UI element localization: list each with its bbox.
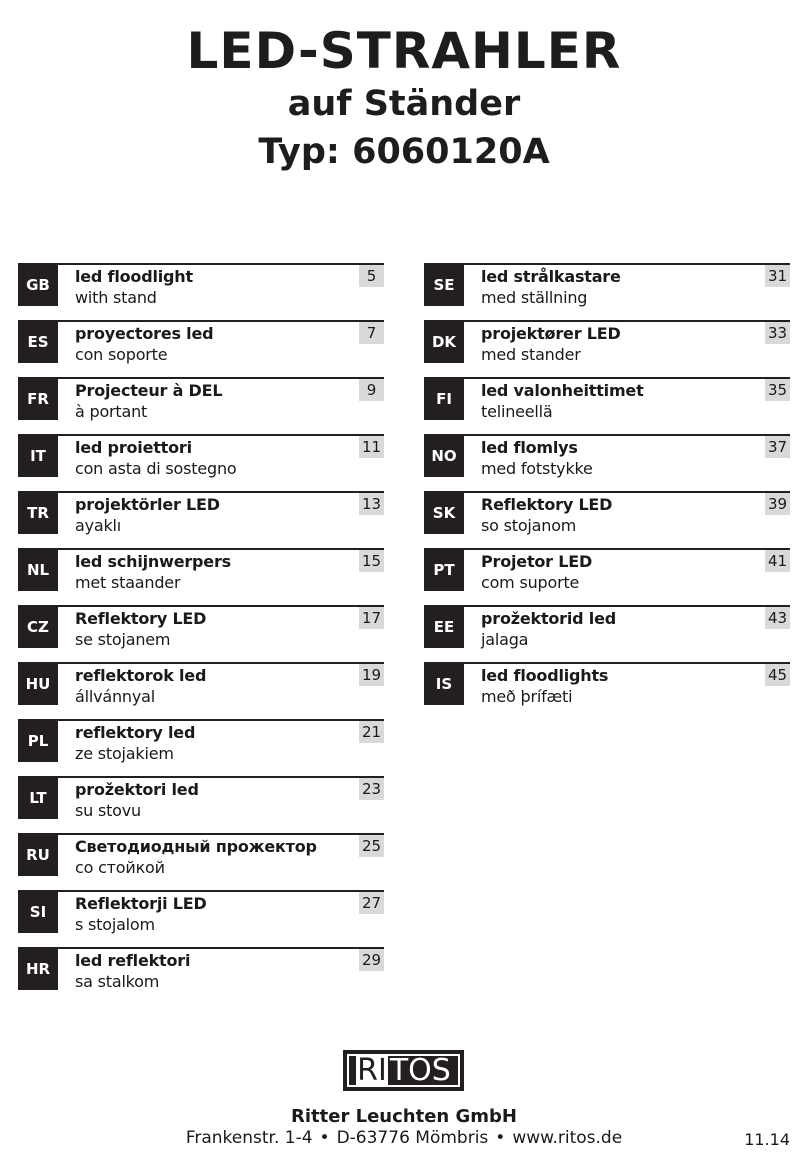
page-number: 7 bbox=[359, 322, 384, 344]
entry-divider bbox=[58, 320, 384, 322]
language-entry[interactable] bbox=[18, 320, 384, 363]
product-subtitle: con asta di sostegno bbox=[75, 459, 237, 478]
page-number: 33 bbox=[765, 322, 790, 344]
language-entry[interactable] bbox=[18, 833, 384, 876]
language-code-badge: PT bbox=[424, 548, 464, 591]
language-code-badge: IS bbox=[424, 662, 464, 705]
product-name: led floodlights bbox=[481, 666, 609, 685]
product-name: led reflektori bbox=[75, 951, 191, 970]
language-entry[interactable] bbox=[18, 890, 384, 933]
entry-divider bbox=[464, 491, 790, 493]
ritos-logo bbox=[343, 1050, 464, 1091]
entry-divider bbox=[464, 605, 790, 607]
language-code-badge: RU bbox=[18, 833, 58, 876]
language-entry[interactable] bbox=[424, 320, 790, 363]
product-name: led flomlys bbox=[481, 438, 578, 457]
language-code-badge: FI bbox=[424, 377, 464, 420]
page-number: 5 bbox=[359, 265, 384, 287]
address-street: Frankenstr. 1-4 bbox=[185, 1128, 313, 1148]
product-subtitle: med fotstykke bbox=[481, 459, 593, 478]
language-entry[interactable] bbox=[18, 662, 384, 705]
product-subtitle: állvánnyal bbox=[75, 687, 155, 706]
company-address bbox=[0, 1128, 808, 1148]
language-code-badge: SE bbox=[424, 263, 464, 306]
entry-divider bbox=[464, 662, 790, 664]
entry-divider bbox=[58, 548, 384, 550]
product-subtitle: telineellä bbox=[481, 402, 553, 421]
language-code-badge: FR bbox=[18, 377, 58, 420]
page-number: 29 bbox=[359, 949, 384, 971]
company-name: Ritter Leuchten GmbH bbox=[291, 1106, 517, 1127]
product-name: led valonheittimet bbox=[481, 381, 644, 400]
language-entry[interactable] bbox=[18, 719, 384, 762]
language-code-badge: HU bbox=[18, 662, 58, 705]
language-code-badge: NO bbox=[424, 434, 464, 477]
language-entry[interactable] bbox=[18, 377, 384, 420]
page-number: 19 bbox=[359, 664, 384, 686]
product-name: led proiettori bbox=[75, 438, 192, 457]
language-index-right bbox=[424, 263, 790, 719]
product-subtitle: à portant bbox=[75, 402, 148, 421]
page-number: 27 bbox=[359, 892, 384, 914]
product-subtitle: s stojalom bbox=[75, 915, 155, 934]
language-code-badge: DK bbox=[424, 320, 464, 363]
page-number: 31 bbox=[765, 265, 790, 287]
language-entry[interactable] bbox=[18, 605, 384, 648]
entry-divider bbox=[58, 833, 384, 835]
product-name: prožektorid led bbox=[481, 609, 616, 628]
entry-divider bbox=[58, 491, 384, 493]
product-name: Светодиодный прожектор bbox=[75, 837, 317, 856]
entry-divider bbox=[58, 662, 384, 664]
language-code-badge: ES bbox=[18, 320, 58, 363]
website-link[interactable]: www.ritos.de bbox=[512, 1128, 623, 1148]
product-subtitle: sa stalkom bbox=[75, 972, 160, 991]
ritos-logo-mark bbox=[347, 1054, 460, 1087]
product-subtitle: ayaklı bbox=[75, 516, 122, 535]
product-subtitle: with stand bbox=[75, 288, 157, 307]
language-entry[interactable] bbox=[18, 947, 384, 990]
product-name: projektører LED bbox=[481, 324, 621, 343]
entry-divider bbox=[58, 605, 384, 607]
document-title: LED-STRAHLER bbox=[186, 22, 622, 80]
language-code-badge: IT bbox=[18, 434, 58, 477]
entry-divider bbox=[58, 377, 384, 379]
product-name: projektörler LED bbox=[75, 495, 220, 514]
page-number: 25 bbox=[359, 835, 384, 857]
entry-divider bbox=[58, 434, 384, 436]
document-type-number: Typ: 6060120A bbox=[258, 132, 550, 172]
address-city: D-63776 Mömbris bbox=[336, 1128, 489, 1148]
product-subtitle: med stander bbox=[481, 345, 581, 364]
language-code-badge: TR bbox=[18, 491, 58, 534]
product-name: reflektory led bbox=[75, 723, 196, 742]
page-number: 35 bbox=[765, 379, 790, 401]
entry-divider bbox=[58, 719, 384, 721]
language-entry[interactable] bbox=[424, 662, 790, 705]
language-code-badge: SK bbox=[424, 491, 464, 534]
language-code-badge: SI bbox=[18, 890, 58, 933]
page-number: 17 bbox=[359, 607, 384, 629]
product-name: led schijnwerpers bbox=[75, 552, 231, 571]
separator-dot: • bbox=[319, 1128, 330, 1148]
language-index-left bbox=[18, 263, 384, 1004]
entry-divider bbox=[58, 890, 384, 892]
product-subtitle: com suporte bbox=[481, 573, 580, 592]
page-number: 41 bbox=[765, 550, 790, 572]
entry-divider bbox=[58, 776, 384, 778]
product-subtitle: se stojanem bbox=[75, 630, 171, 649]
language-code-badge: LT bbox=[18, 776, 58, 819]
page-number: 37 bbox=[765, 436, 790, 458]
document-subtitle: auf Ständer bbox=[287, 84, 521, 124]
entry-divider bbox=[464, 434, 790, 436]
language-entry[interactable] bbox=[18, 263, 384, 306]
language-entry[interactable] bbox=[424, 605, 790, 648]
language-code-badge: NL bbox=[18, 548, 58, 591]
page-number: 11 bbox=[359, 436, 384, 458]
language-entry[interactable] bbox=[18, 776, 384, 819]
entry-divider bbox=[464, 548, 790, 550]
product-name: Projetor LED bbox=[481, 552, 593, 571]
page-number: 43 bbox=[765, 607, 790, 629]
product-name: proyectores led bbox=[75, 324, 214, 343]
product-name: prožektori led bbox=[75, 780, 199, 799]
logo-tos: TOS bbox=[389, 1052, 451, 1088]
product-name: led strålkastare bbox=[481, 267, 621, 286]
language-code-badge: CZ bbox=[18, 605, 58, 648]
language-entry[interactable] bbox=[18, 548, 384, 591]
entry-divider bbox=[58, 947, 384, 949]
product-name: Reflektory LED bbox=[75, 609, 207, 628]
product-subtitle: so stojanom bbox=[481, 516, 577, 535]
document-date: 11.14 bbox=[744, 1130, 790, 1149]
page-number: 39 bbox=[765, 493, 790, 515]
page-number: 13 bbox=[359, 493, 384, 515]
language-code-badge: PL bbox=[18, 719, 58, 762]
product-subtitle: met staander bbox=[75, 573, 181, 592]
language-entry[interactable] bbox=[424, 434, 790, 477]
product-subtitle: со стойкой bbox=[75, 858, 165, 877]
page-number: 21 bbox=[359, 721, 384, 743]
entry-divider bbox=[464, 320, 790, 322]
page-number: 15 bbox=[359, 550, 384, 572]
product-name: Reflektory LED bbox=[481, 495, 613, 514]
language-code-badge: EE bbox=[424, 605, 464, 648]
language-entry[interactable] bbox=[424, 377, 790, 420]
product-name: reflektorok led bbox=[75, 666, 207, 685]
language-entry[interactable] bbox=[424, 548, 790, 591]
page-number: 45 bbox=[765, 664, 790, 686]
language-entry[interactable] bbox=[18, 491, 384, 534]
language-entry[interactable] bbox=[424, 263, 790, 306]
product-subtitle: jalaga bbox=[481, 630, 529, 649]
product-name: led floodlight bbox=[75, 267, 193, 286]
language-entry[interactable] bbox=[424, 491, 790, 534]
entry-divider bbox=[464, 263, 790, 265]
language-entry[interactable] bbox=[18, 434, 384, 477]
page-number: 9 bbox=[359, 379, 384, 401]
product-name: Reflektorji LED bbox=[75, 894, 207, 913]
logo-ri: RI bbox=[357, 1052, 387, 1088]
entry-divider bbox=[464, 377, 790, 379]
product-subtitle: með þrífæti bbox=[481, 687, 573, 706]
product-subtitle: ze stojakiem bbox=[75, 744, 174, 763]
product-subtitle: con soporte bbox=[75, 345, 168, 364]
page-number: 23 bbox=[359, 778, 384, 800]
entry-divider bbox=[58, 263, 384, 265]
product-subtitle: med ställning bbox=[481, 288, 588, 307]
language-code-badge: GB bbox=[18, 263, 58, 306]
product-subtitle: su stovu bbox=[75, 801, 141, 820]
language-code-badge: HR bbox=[18, 947, 58, 990]
separator-dot: • bbox=[495, 1128, 506, 1148]
product-name: Projecteur à DEL bbox=[75, 381, 223, 400]
